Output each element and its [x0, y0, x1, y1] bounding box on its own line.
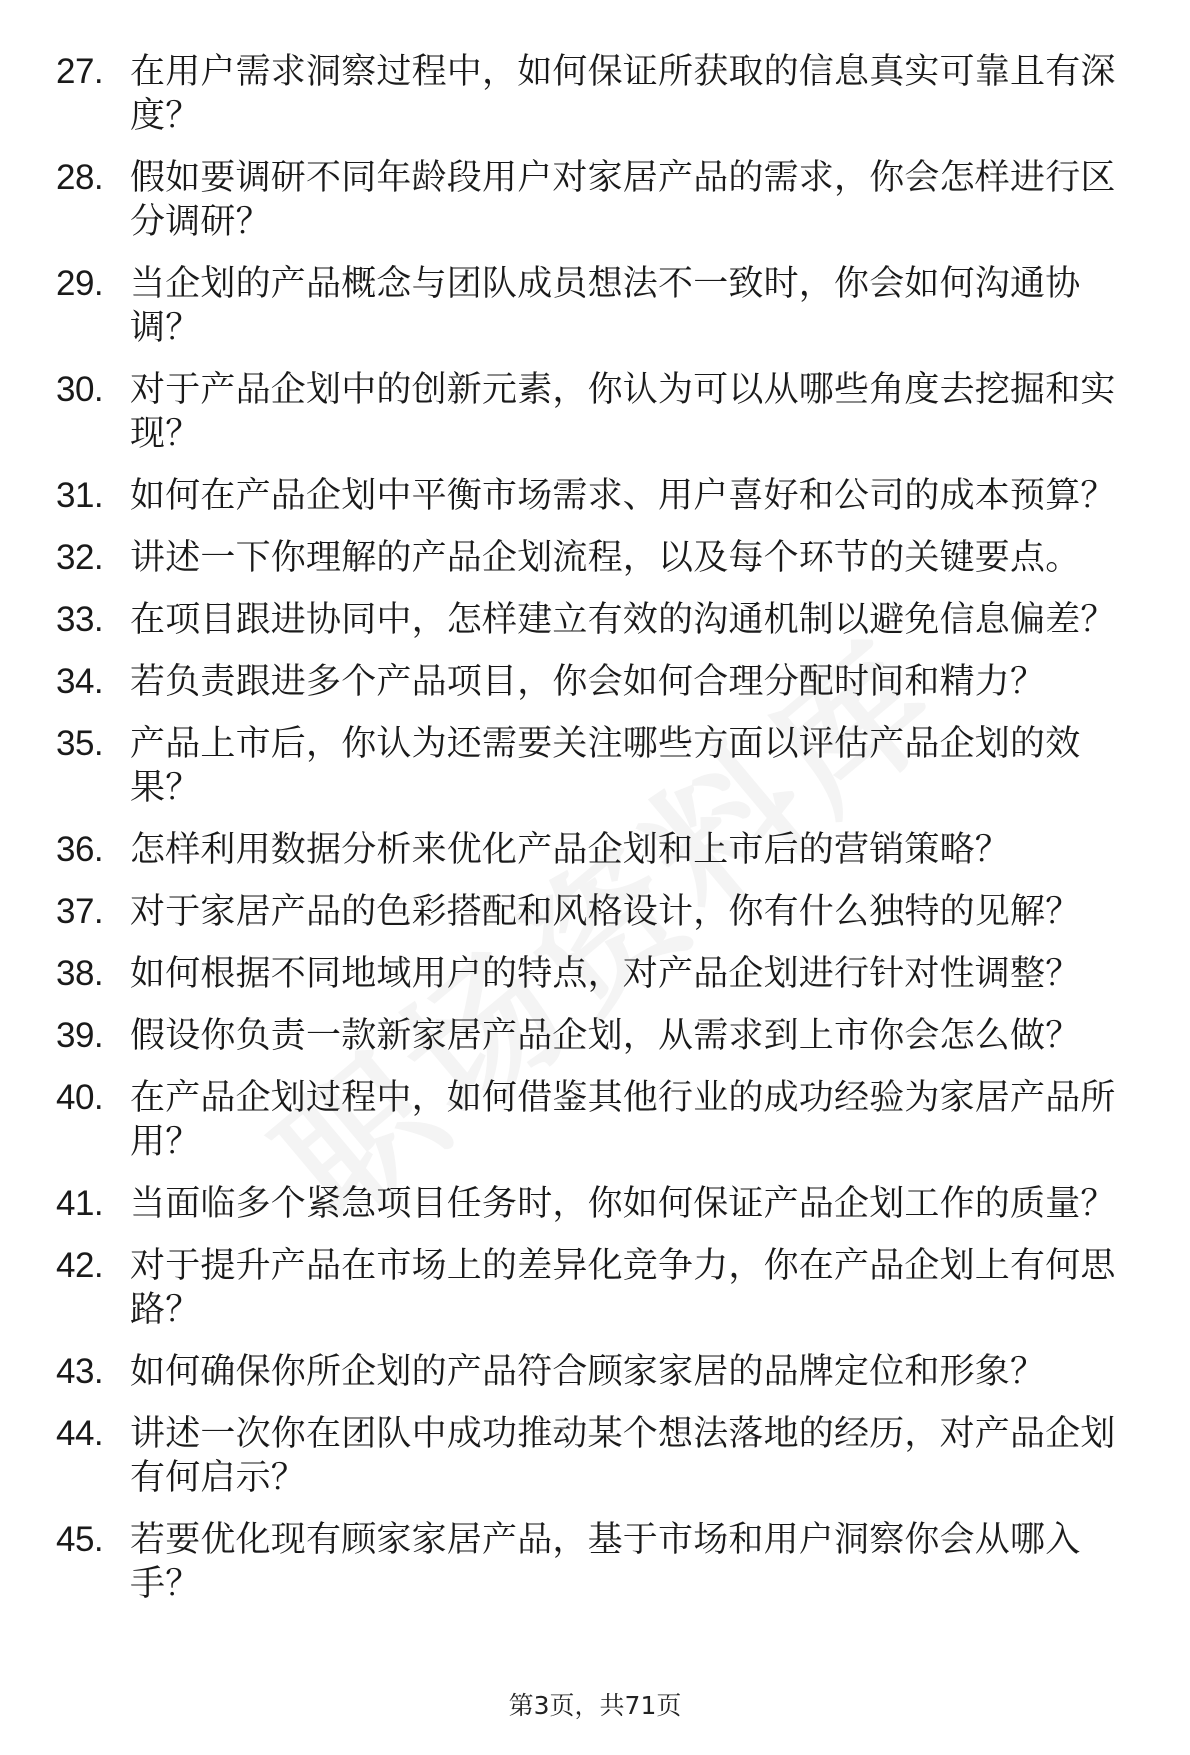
question-text: 若要优化现有顾家家居产品，基于市场和用户洞察你会从哪入手？ — [130, 1520, 1081, 1604]
question-item — [56, 722, 1146, 810]
question-number: 35. — [56, 724, 104, 763]
question-item — [56, 1076, 1146, 1164]
question-text: 对于提升产品在市场上的差异化竞争力，你在产品企划上有何思路？ — [130, 1246, 1116, 1330]
question-number: 39. — [56, 1016, 104, 1055]
question-text: 对于家居产品的色彩搭配和风格设计，你有什么独特的见解？ — [130, 892, 1081, 932]
question-text: 如何确保你所企划的产品符合顾家家居的品牌定位和形象？ — [130, 1352, 1046, 1392]
question-number: 41. — [56, 1184, 104, 1223]
question-item — [56, 1412, 1146, 1500]
question-item — [56, 952, 1146, 996]
question-item — [56, 660, 1146, 704]
question-number: 29. — [56, 264, 104, 303]
question-item — [56, 474, 1146, 518]
question-item — [56, 1182, 1146, 1226]
question-text: 若负责跟进多个产品项目，你会如何合理分配时间和精力？ — [130, 662, 1046, 702]
question-text: 产品上市后，你认为还需要关注哪些方面以评估产品企划的效果？ — [130, 724, 1081, 808]
question-text: 假设你负责一款新家居产品企划，从需求到上市你会怎么做？ — [130, 1016, 1081, 1056]
question-number: 42. — [56, 1246, 104, 1285]
question-item — [56, 828, 1146, 872]
question-item — [56, 262, 1146, 350]
question-item — [56, 890, 1146, 934]
question-number: 32. — [56, 538, 104, 577]
question-item — [56, 1350, 1146, 1394]
question-item — [56, 368, 1146, 456]
question-text: 对于产品企划中的创新元素，你认为可以从哪些角度去挖掘和实现？ — [130, 370, 1116, 454]
question-item — [56, 50, 1146, 138]
question-list — [56, 50, 1146, 1624]
question-number: 37. — [56, 892, 104, 931]
question-text: 当企划的产品概念与团队成员想法不一致时，你会如何沟通协调？ — [130, 264, 1081, 348]
question-number: 36. — [56, 830, 104, 869]
question-number: 38. — [56, 954, 104, 993]
question-number: 40. — [56, 1078, 104, 1117]
question-text: 在项目跟进协同中，怎样建立有效的沟通机制以避免信息偏差？ — [130, 600, 1116, 640]
question-number: 27. — [56, 52, 104, 91]
question-text: 讲述一次你在团队中成功推动某个想法落地的经历，对产品企划有何启示？ — [130, 1414, 1116, 1498]
question-item — [56, 1518, 1146, 1606]
question-number: 31. — [56, 476, 104, 515]
question-item — [56, 1014, 1146, 1058]
question-number: 44. — [56, 1414, 104, 1453]
question-text: 如何在产品企划中平衡市场需求、用户喜好和公司的成本预算？ — [130, 476, 1116, 516]
question-text: 怎样利用数据分析来优化产品企划和上市后的营销策略？ — [130, 830, 1011, 870]
page-number-footer: 第3页，共71页 — [508, 1691, 682, 1720]
question-text: 在用户需求洞察过程中，如何保证所获取的信息真实可靠且有深度？ — [130, 52, 1116, 136]
question-item — [56, 598, 1146, 642]
question-item — [56, 1244, 1146, 1332]
question-number: 45. — [56, 1520, 104, 1559]
question-text: 讲述一下你理解的产品企划流程，以及每个环节的关键要点。 — [130, 538, 1081, 578]
question-number: 34. — [56, 662, 104, 701]
question-number: 30. — [56, 370, 104, 409]
question-number: 28. — [56, 158, 104, 197]
question-text: 当面临多个紧急项目任务时，你如何保证产品企划工作的质量？ — [130, 1184, 1116, 1224]
question-text: 在产品企划过程中，如何借鉴其他行业的成功经验为家居产品所用？ — [130, 1078, 1116, 1162]
question-text: 假如要调研不同年龄段用户对家居产品的需求，你会怎样进行区分调研？ — [130, 158, 1116, 242]
question-text: 如何根据不同地域用户的特点，对产品企划进行针对性调整？ — [130, 954, 1081, 994]
question-item — [56, 536, 1146, 580]
question-item — [56, 156, 1146, 244]
question-number: 33. — [56, 600, 104, 639]
question-number: 43. — [56, 1352, 104, 1391]
